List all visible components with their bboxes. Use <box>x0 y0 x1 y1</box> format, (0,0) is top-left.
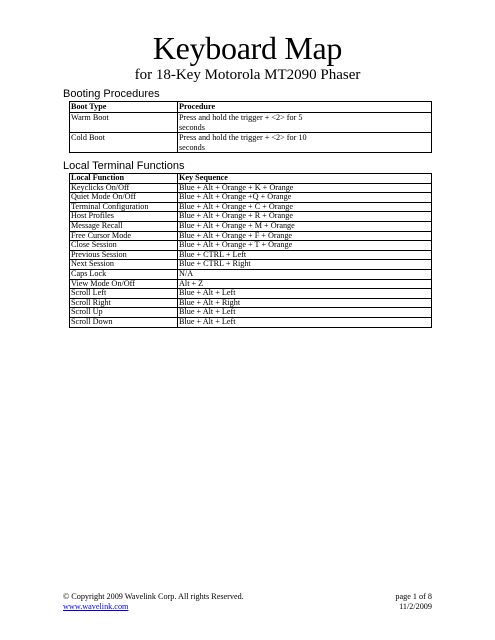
table-row <box>70 133 432 153</box>
table-row <box>70 202 432 212</box>
table-row <box>70 269 432 279</box>
key-sequence-cell: Blue + CTRL + Right <box>178 260 432 270</box>
local-function-cell: Scroll Up <box>70 308 178 318</box>
page-subtitle: for 18-Key Motorola MT2090 Phaser <box>134 67 361 83</box>
local-function-cell: Caps Lock <box>70 269 178 279</box>
procedure-cell <box>178 133 432 153</box>
booting-procedures-heading: Booting Procedures <box>63 88 160 100</box>
table-row <box>70 298 432 308</box>
table-row <box>70 260 432 270</box>
table-header-row <box>70 174 432 184</box>
local-function-cell: Host Profiles <box>70 212 178 222</box>
key-sequence-cell: Blue + Alt + Left <box>178 317 432 327</box>
column-header: Local Function <box>70 174 178 184</box>
table-row <box>70 183 432 193</box>
local-function-cell: Next Session <box>70 260 178 270</box>
local-function-cell: Previous Session <box>70 250 178 260</box>
table-row <box>70 193 432 203</box>
key-sequence-cell: Blue + Alt + Orange + C + Orange <box>178 202 432 212</box>
procedure-text: Press and hold the trigger + <2> for 10 seconds <box>179 133 307 152</box>
key-sequence-cell: Blue + Alt + Orange + M + Orange <box>178 221 432 231</box>
table-header-row <box>70 102 432 113</box>
key-sequence-cell: Alt + Z <box>178 279 432 289</box>
local-function-cell: Message Recall <box>70 221 178 231</box>
local-function-cell: Scroll Right <box>70 298 178 308</box>
local-terminal-functions-heading: Local Terminal Functions <box>63 160 185 172</box>
local-terminal-functions-body <box>70 183 432 327</box>
footer-right <box>395 592 432 612</box>
column-header: Boot Type <box>70 102 178 113</box>
table-row <box>70 250 432 260</box>
table-row <box>70 241 432 251</box>
key-sequence-cell: Blue + Alt + Orange + K + Orange <box>178 183 432 193</box>
key-sequence-cell: Blue + Alt + Left <box>178 308 432 318</box>
procedure-cell <box>178 113 432 133</box>
table-row <box>70 289 432 299</box>
local-function-cell: View Mode On/Off <box>70 279 178 289</box>
footer-left <box>63 592 244 612</box>
key-sequence-cell: N/A <box>178 269 432 279</box>
booting-procedures-table <box>69 101 432 153</box>
local-function-cell: Scroll Down <box>70 317 178 327</box>
table-row <box>70 279 432 289</box>
column-header: Key Sequence <box>178 174 432 184</box>
copyright-text: © Copyright 2009 Wavelink Corp. All rights Reserved. <box>63 592 244 601</box>
table-row <box>70 231 432 241</box>
key-sequence-cell: Blue + Alt + Orange +Q + Orange <box>178 193 432 203</box>
document-date: 11/2/2009 <box>399 602 432 611</box>
table-row <box>70 221 432 231</box>
local-function-cell: Scroll Left <box>70 289 178 299</box>
key-sequence-cell: Blue + Alt + Orange + R + Orange <box>178 212 432 222</box>
page-number: page 1 of 8 <box>395 592 432 601</box>
website-link[interactable]: www.wavelink.com <box>63 602 129 611</box>
local-function-cell: Free Cursor Mode <box>70 231 178 241</box>
key-sequence-cell: Blue + Alt + Orange + T + Orange <box>178 241 432 251</box>
table-row <box>70 308 432 318</box>
local-function-cell: Close Session <box>70 241 178 251</box>
local-function-cell: Keyclicks On/Off <box>70 183 178 193</box>
key-sequence-cell: Blue + Alt + Left <box>178 289 432 299</box>
key-sequence-cell: Blue + CTRL + Left <box>178 250 432 260</box>
column-header: Procedure <box>178 102 432 113</box>
boot-type-cell: Cold Boot <box>70 133 178 153</box>
table-row <box>70 212 432 222</box>
procedure-text: Press and hold the trigger + <2> for 5 seconds <box>179 113 303 132</box>
local-terminal-functions-table <box>69 173 432 328</box>
local-function-cell: Quiet Mode On/Off <box>70 193 178 203</box>
key-sequence-cell: Blue + Alt + Orange + F + Orange <box>178 231 432 241</box>
local-function-cell: Terminal Configuration <box>70 202 178 212</box>
table-row <box>70 113 432 133</box>
table-row <box>70 317 432 327</box>
key-sequence-cell: Blue + Alt + Right <box>178 298 432 308</box>
page-title: Keyboard Map <box>152 30 343 66</box>
boot-type-cell: Warm Boot <box>70 113 178 133</box>
